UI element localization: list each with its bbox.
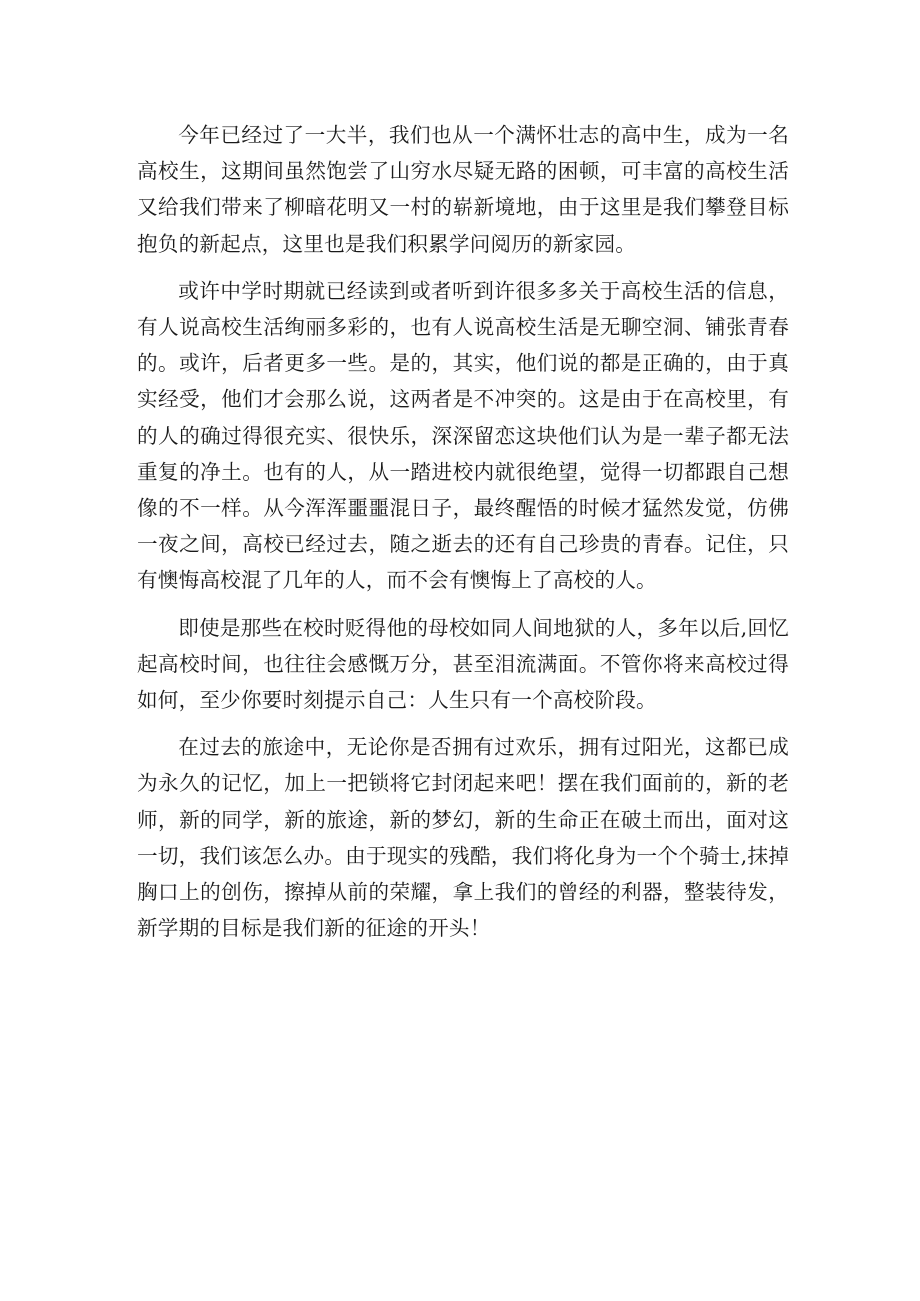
paragraph-1: 今年已经过了一大半，我们也从一个满怀壮志的高中生，成为一名高校生，这期间虽然饱尝了山穷水尽疑无路的困顿，可丰富的高校生活又给我们带来了柳暗花明又一村的崭新境地，由于这里是我们攀登目标抱负的新起点，这里也是我们积累学问阅历的新家园。 bbox=[137, 123, 789, 256]
document-body bbox=[137, 117, 789, 957]
paragraph-4: 在过去的旅途中，无论你是否拥有过欢乐，拥有过阳光，这都已成为永久的记忆，加上一把锁将它封闭起来吧！摆在我们面前的，新的老师，新的同学，新的旅途，新的梦幻，新的生命正在破土而出，面对这一切，我们该怎么办。由于现实的残酷，我们将化身为一个个骑士,抹掉胸口上的创伤，擦掉从前的荣耀，拿上我们的曾经的利器，整装待发，新学期的目标是我们新的征途的开头！ bbox=[137, 735, 789, 941]
paragraph-3: 即使是那些在校时贬得他的母校如同人间地狱的人，多年以后,回忆起高校时间，也往往会感慨万分，甚至泪流满面。不管你将来高校过得如何，至少你要时刻提示自己：人生只有一个高校阶段。 bbox=[137, 615, 789, 713]
paragraph-2: 或许中学时期就已经读到或者听到许很多多关于高校生活的信息，有人说高校生活绚丽多彩的，也有人说高校生活是无聊空洞、铺张青春的。或许，后者更多一些。是的，其实，他们说的都是正确的，由于真实经受，他们才会那么说，这两者是不冲突的。这是由于在高校里，有的人的确过得很充实、很快乐，深深留恋这块他们认为是一辈子都无法重复的净土。也有的人，从一踏进校内就很绝望，觉得一切都跟自己想像的不一样。从今浑浑噩噩混日子，最终醒悟的时候才猛然发觉，仿佛一夜之间，高校已经过去，随之逝去的还有自己珍贵的青春。记住，只有懊悔高校混了几年的人，而不会有懊悔上了高校的人。 bbox=[137, 278, 789, 593]
